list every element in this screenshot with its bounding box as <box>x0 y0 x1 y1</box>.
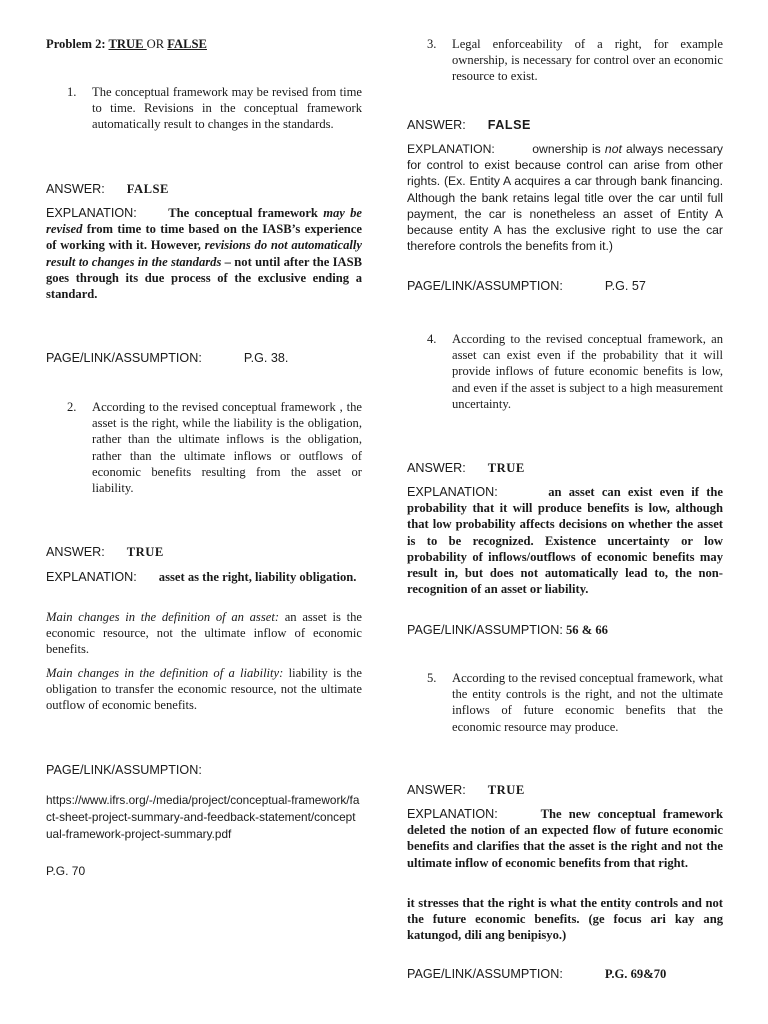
true-word: TRUE <box>108 37 147 51</box>
page-link-label: PAGE/LINK/ASSUMPTION: <box>46 351 202 365</box>
question-4 <box>407 331 723 412</box>
answer-value: TRUE <box>126 545 164 559</box>
answer-label: ANSWER: <box>46 182 105 196</box>
explanation-text: – not until after the IASB goes through its due process of the exclusive ending a standard. <box>46 254 362 302</box>
explanation-text: The conceptual framework <box>168 206 324 220</box>
question-2 <box>46 399 362 496</box>
problem-header <box>46 36 362 52</box>
explanation-label: EXPLANATION: <box>46 570 137 584</box>
problem-label: Problem 2: <box>46 37 109 51</box>
question-1 <box>46 84 362 133</box>
explanation-italic: revisions do not automatically result to changes in the standards <box>46 238 362 269</box>
answer-label: ANSWER: <box>407 118 466 132</box>
question-text: According to the revised conceptual framework , the asset is the right, while the liability is the obligation, rather than the ultimate inflows is the obligation, rather than the ultimate inflows or outflows of economic benefits resulting from the asset or liability. <box>92 400 362 496</box>
page-reference: P.G. 70 <box>46 864 86 878</box>
answer-label: ANSWER: <box>407 783 466 797</box>
explanation-label: EXPLANATION: <box>407 142 495 156</box>
answer-value: FALSE <box>126 182 169 196</box>
question-number: 3. <box>427 37 437 51</box>
page-link-label: PAGE/LINK/ASSUMPTION: <box>46 763 202 777</box>
page-link-value: 56 & 66 <box>565 623 608 637</box>
note-heading: Main changes in the definition of an asset: <box>46 610 280 624</box>
answer-label: ANSWER: <box>46 545 105 559</box>
answer-5 <box>407 782 723 798</box>
explanation-italic: may be revised <box>46 206 363 237</box>
page-link-3 <box>407 278 723 294</box>
note-text: liability is the obligation to transfer the economic resource, not the ultimate outflow of economic benefits. <box>46 666 362 713</box>
answer-value: FALSE <box>487 118 531 132</box>
explanation-italic: not <box>604 142 622 156</box>
page-link-value: P.G. 69&70 <box>604 967 667 981</box>
question-number: 2. <box>67 400 77 414</box>
question-text: The conceptual framework may be revised from time to time. Revisions in the conceptual framework automatically result to changes in the standards. <box>92 85 362 132</box>
explanation-label: EXPLANATION: <box>407 807 498 821</box>
explanation-5-note: it stresses that the right is what the entity controls and not the future economic benefits. (ge focus ari kay ang katungod, dili ang benipisyo.) <box>407 896 723 943</box>
page-link-label: PAGE/LINK/ASSUMPTION: <box>407 623 563 637</box>
liability-change-note <box>46 665 362 714</box>
explanation-2 <box>46 569 362 585</box>
explanation-label: EXPLANATION: <box>407 485 498 499</box>
answer-2 <box>46 544 362 560</box>
false-word: FALSE <box>167 37 207 51</box>
question-text: According to the revised conceptual framework, what the entity controls is the right, and not the ultimate inflows of future economic benefits that the economic resource may produce. <box>452 671 724 734</box>
explanation-label: EXPLANATION: <box>46 206 137 220</box>
asset-change-note <box>46 609 362 658</box>
reference-link[interactable] <box>46 792 362 843</box>
question-number: 5. <box>427 671 437 685</box>
answer-4 <box>407 460 723 476</box>
explanation-5 <box>407 806 723 871</box>
explanation-3 <box>407 141 723 254</box>
note-text: an asset is the economic resource, not the ultimate inflow of economic benefits. <box>46 610 362 657</box>
page-link-2 <box>46 762 362 778</box>
page-link-1 <box>46 350 362 366</box>
note-heading: Main changes in the definition of a liability: <box>46 666 284 680</box>
answer-3 <box>407 117 723 133</box>
explanation-text: always necessary for control to exist because control can arise from other rights. (Ex. Entity A acquires a car through bank financing. Although the bank retains legal title over the car until full payment, the car is nonetheless an asset of Entity A because entity A has the exclusive right to use the car therefore controls the benefits from it.) <box>407 142 723 254</box>
reference-url[interactable]: https://www.ifrs.org/-/media/project/conceptual-framework/fact-sheet-project-summary-and-feedback-statement/conceptual-framework-project-summary.pdf <box>46 793 360 841</box>
answer-value: TRUE <box>487 461 525 475</box>
page-link-5 <box>407 966 723 982</box>
answer-value: TRUE <box>487 783 525 797</box>
explanation-text: an asset can exist even if the probability that it will produce benefits is low, although that low probability affects decisions on whether the asset is to be recognized. Existence uncertainty or low probability of inflows/outflows of economic benefits may result in, but does not automatically lead to, the non-recognition of an asset or liability. <box>407 485 723 597</box>
page-link-label: PAGE/LINK/ASSUMPTION: <box>407 279 563 293</box>
explanation-text: from time to time based on the IASB’s experience of working with it. However, <box>46 222 362 253</box>
explanation-text: asset as the right, liability obligation. <box>158 570 357 584</box>
question-number: 4. <box>427 332 437 346</box>
question-3 <box>407 36 723 85</box>
explanation-4 <box>407 484 723 597</box>
question-number: 1. <box>67 85 77 99</box>
question-5 <box>407 670 723 735</box>
explanation-text: The new conceptual framework deleted the notion of an expected flow of future economic benefits and clarifies that the asset is the right and not the ultimate inflow of economic benefits from that right. <box>407 807 724 870</box>
question-text: Legal enforceability of a right, for example ownership, is necessary for control over an economic resource to exist. <box>452 37 723 84</box>
page-link-value: P.G. 38. <box>243 351 289 365</box>
page-link-4 <box>407 622 723 638</box>
question-text: According to the revised conceptual framework, an asset can exist even if the probability that it will provide inflows of future economic benefits is low, and even if the asset is subject to a high measurement uncertainty. <box>452 332 723 411</box>
page-link-label: PAGE/LINK/ASSUMPTION: <box>407 967 563 981</box>
page-link-value: P.G. 57 <box>604 279 646 293</box>
explanation-1 <box>46 205 362 302</box>
explanation-text: ownership is <box>532 142 605 156</box>
answer-label: ANSWER: <box>407 461 466 475</box>
answer-1 <box>46 181 362 197</box>
or-word: OR <box>146 37 168 51</box>
